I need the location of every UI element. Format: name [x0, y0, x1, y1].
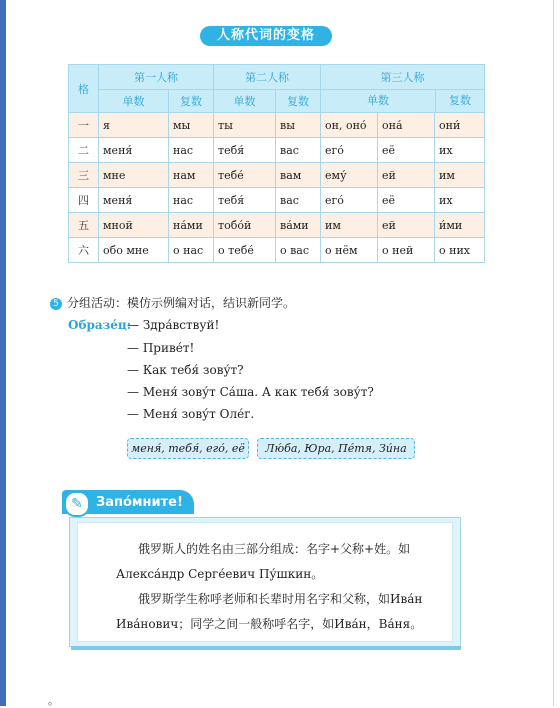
table-cell: тебя́	[214, 138, 276, 163]
table-cell: ва́ми	[276, 213, 321, 238]
table-cell: о тебе́	[214, 238, 276, 263]
table-cell: о вас	[276, 238, 321, 263]
sample-label: Образе́ц:	[68, 318, 132, 332]
case-header: 格	[69, 65, 99, 113]
dialogue-line: — Меня́ зову́т Са́ша. А как тебя́ зову́т?	[127, 385, 374, 399]
table-row	[69, 213, 485, 238]
table-cell: и́ми	[435, 213, 485, 238]
table-cell: его́	[321, 188, 378, 213]
table-cell: ей	[378, 213, 435, 238]
table-row	[69, 163, 485, 188]
table-row	[69, 188, 485, 213]
table-row	[69, 238, 485, 263]
table-cell: ему́	[321, 163, 378, 188]
group-header-first-person: 第一人称	[99, 65, 214, 90]
table-cell: их	[435, 138, 485, 163]
subheader-singular: 单数	[99, 90, 169, 113]
subheader-plural: 复数	[276, 90, 321, 113]
activity-number-badge: 5	[50, 298, 62, 310]
table-cell: обо мне	[99, 238, 169, 263]
table-cell: мной	[99, 213, 169, 238]
subheader-singular: 单数	[321, 90, 436, 112]
table-cell: о ней	[378, 238, 435, 263]
footer-mark: 。	[48, 694, 59, 707]
activity-text: 分组活动：模仿示例编对话，结识新同学。	[67, 296, 296, 310]
case-cell: 二	[69, 138, 99, 163]
memo-line: 俄罗斯人的姓名由三部分组成：名字+父称+姓。如	[138, 542, 411, 556]
table-cell: о нём	[321, 238, 378, 263]
table-cell: её	[378, 188, 435, 213]
word-chip-pronouns: меня́, тебя́, его́, её	[127, 438, 249, 459]
table-cell: она́	[378, 113, 435, 138]
section-title: 人称代词的变格	[200, 26, 332, 46]
table-cell: я	[99, 113, 169, 138]
case-cell: 六	[69, 238, 99, 263]
group-header-second-person: 第二人称	[214, 65, 321, 90]
table-cell: о нас	[169, 238, 214, 263]
case-cell: 四	[69, 188, 99, 213]
memo-title: Запо́мните!	[96, 495, 183, 510]
table-cell: вам	[276, 163, 321, 188]
table-cell: им	[435, 163, 485, 188]
table-cell: ты	[214, 113, 276, 138]
table-cell: нас	[169, 188, 214, 213]
table-cell: он, оно́	[321, 113, 378, 138]
table-cell: нас	[169, 138, 214, 163]
dialogue-line: — Меня́ зову́т Оле́г.	[127, 407, 255, 421]
case-cell: 一	[69, 113, 99, 138]
table-cell: о них	[435, 238, 485, 263]
table-cell: мне	[99, 163, 169, 188]
table-cell: вы	[276, 113, 321, 138]
table-cell: ей	[378, 163, 435, 188]
table-cell: его́	[321, 138, 378, 163]
subheader-plural: 复数	[169, 90, 214, 113]
table-cell: её	[378, 138, 435, 163]
dialogue-line: — Приве́т!	[127, 341, 195, 355]
table-cell: вас	[276, 138, 321, 163]
table-row	[69, 113, 485, 138]
table-cell: меня́	[99, 188, 169, 213]
dialogue-line: — Здра́вствуй!	[127, 318, 220, 332]
word-chip-names: Лю́ба, Юра, Пе́тя, Зи́на	[257, 438, 415, 459]
activity-instruction	[50, 294, 295, 311]
table-cell: тебе́	[214, 163, 276, 188]
page-right-border	[553, 0, 554, 706]
memo-line: 俄罗斯学生称呼老师和长辈时用名字和父称，如Ива́н	[138, 592, 423, 606]
memo-line: Алекса́ндр Серге́евич Пу́шкин。	[116, 567, 324, 581]
dialogue-line: — Как тебя́ зову́т?	[127, 363, 244, 377]
group-header-third-person: 第三人称	[321, 65, 485, 90]
table-cell: меня́	[99, 138, 169, 163]
memo-bottom-bar	[71, 646, 461, 650]
page-left-border	[0, 0, 6, 706]
table-cell: вас	[276, 188, 321, 213]
table-cell: тобо́й	[214, 213, 276, 238]
case-cell: 五	[69, 213, 99, 238]
table-cell: на́ми	[169, 213, 214, 238]
table-row	[69, 138, 485, 163]
table-cell: тебя́	[214, 188, 276, 213]
subheader-plural: 复数	[449, 94, 472, 107]
pencil-icon: ✎	[64, 491, 90, 517]
third-person-subheader-cell	[321, 90, 485, 113]
case-cell: 三	[69, 163, 99, 188]
table-cell: нам	[169, 163, 214, 188]
table-cell: мы	[169, 113, 214, 138]
table-cell: они́	[435, 113, 485, 138]
table-cell: их	[435, 188, 485, 213]
memo-line: Ива́нович；同学之间一般称呼名字，如Ива́н，Ва́ня。	[116, 617, 423, 631]
pronoun-declension-table	[68, 64, 485, 263]
table-cell: им	[321, 213, 378, 238]
subheader-singular: 单数	[214, 90, 276, 113]
